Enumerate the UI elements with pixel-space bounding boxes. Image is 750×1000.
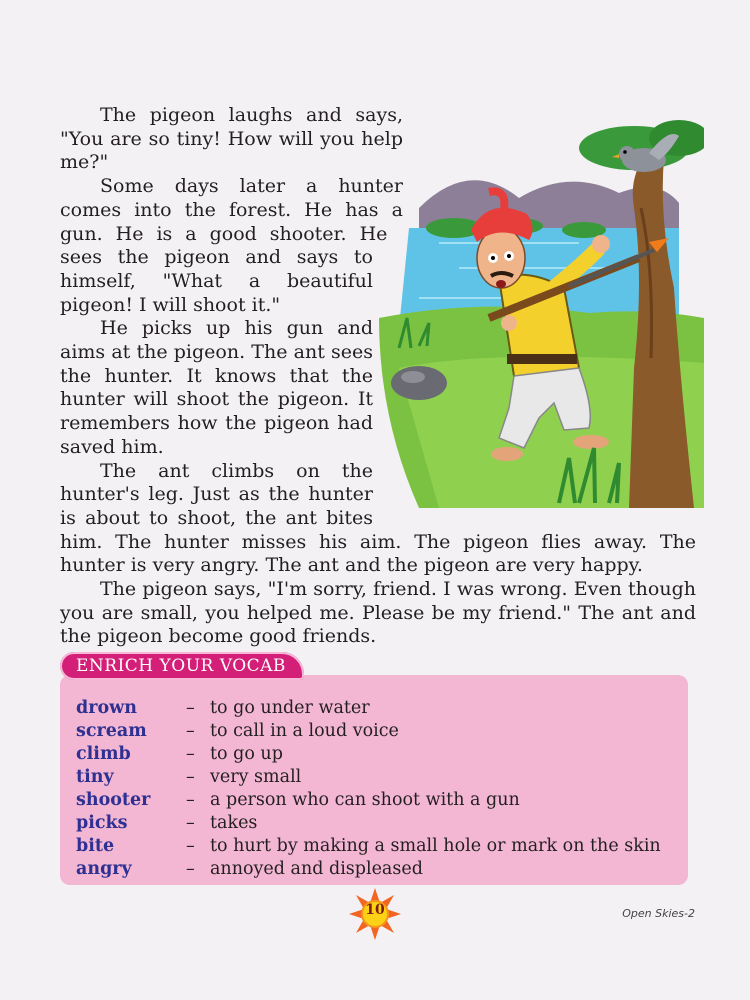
vocab-entry bbox=[76, 720, 661, 743]
vocab-entry bbox=[76, 789, 661, 812]
vocab-word: tiny bbox=[76, 767, 114, 787]
vocab-meaning: to go up bbox=[210, 744, 283, 764]
vocab-meaning: to call in a loud voice bbox=[210, 721, 399, 741]
vocab-meaning: annoyed and displeased bbox=[210, 859, 423, 879]
story-paragraph: The pigeon laughs and says, "You are so tiny! How will you help me?" bbox=[60, 104, 403, 174]
vocab-dash: – bbox=[186, 744, 195, 764]
vocab-entry bbox=[76, 766, 661, 789]
vocab-entry bbox=[76, 743, 661, 766]
vocab-dash: – bbox=[186, 767, 195, 787]
vocab-word: climb bbox=[76, 744, 131, 764]
vocab-entry bbox=[76, 812, 661, 835]
vocab-list bbox=[76, 697, 661, 881]
vocab-meaning: to go under water bbox=[210, 698, 370, 718]
vocab-word: angry bbox=[76, 859, 132, 879]
vocab-entry bbox=[76, 697, 661, 720]
vocab-entry bbox=[76, 858, 661, 881]
vocab-meaning: to hurt by making a small hole or mark on the skin bbox=[210, 836, 661, 856]
vocab-meaning: takes bbox=[210, 813, 258, 833]
vocab-dash: – bbox=[186, 813, 195, 833]
vocab-dash: – bbox=[186, 698, 195, 718]
vocab-meaning: very small bbox=[210, 767, 302, 787]
vocab-word: drown bbox=[76, 698, 137, 718]
page-number: 10 bbox=[365, 902, 385, 918]
story-paragraph: Some days later a hunter comes into the forest. He has a gun. He is a good shooter. He sees the pigeon and says to himself, "What a beautiful pigeon! I will shoot it." bbox=[60, 175, 403, 316]
vocab-word: shooter bbox=[76, 790, 151, 810]
story-text bbox=[60, 104, 696, 649]
hunter-illustration bbox=[379, 118, 704, 508]
vocab-entry bbox=[76, 835, 661, 858]
vocab-dash: – bbox=[186, 721, 195, 741]
vocab-dash: – bbox=[186, 836, 195, 856]
story-paragraph: The ant climbs on the hunter's leg. Just as the hunter is about to shoot, the ant bites him. The hunter misses his aim. The pigeon flies away. The hunter is very angry. The ant and the pigeon are very happy. bbox=[60, 459, 696, 577]
vocab-word: scream bbox=[76, 721, 147, 741]
vocab-word: bite bbox=[76, 836, 115, 856]
book-title: Open Skies-2 bbox=[622, 907, 695, 920]
vocab-dash: – bbox=[186, 859, 195, 879]
vocab-word: picks bbox=[76, 813, 128, 833]
story-paragraph: He picks up his gun and aims at the pigeon. The ant sees the hunter. It knows that the hunter will shoot the pigeon. It remembers how the pigeon had saved him. bbox=[60, 317, 373, 458]
story-paragraph: The pigeon says, "I'm sorry, friend. I was wrong. Even though you are small, you helped me. Please be my friend." The ant and the pigeon become good friends. bbox=[60, 578, 696, 648]
vocab-meaning: a person who can shoot with a gun bbox=[210, 790, 520, 810]
vocab-heading: ENRICH YOUR VOCAB bbox=[60, 652, 304, 680]
vocab-dash: – bbox=[186, 790, 195, 810]
